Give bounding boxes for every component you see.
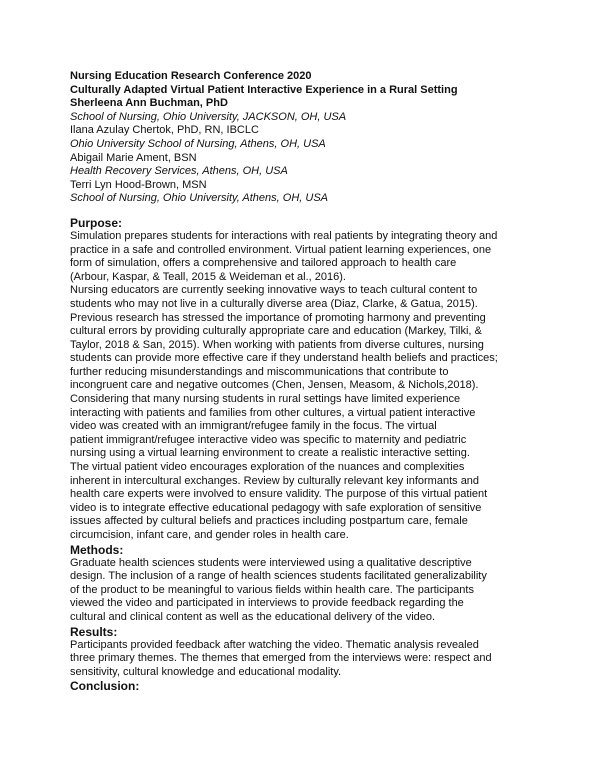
body-line: of the product to be meaningful to various fields within health care. The participants	[70, 583, 474, 596]
document-header	[70, 70, 540, 206]
author-affiliation: School of Nursing, Ohio University, Athens, OH, USA	[70, 192, 328, 205]
body-line: Previous research has stressed the importance of promoting harmony and preventing	[70, 311, 486, 324]
body-line: Taylor, 2018 & San, 2015). When working with patients from diverse cultures, nursing	[70, 338, 484, 351]
body-line: Nursing educators are currently seeking innovative ways to teach cultural content to	[70, 284, 478, 297]
body-line: health care experts were involved to ensure validity. The purpose of this virtual patient	[70, 488, 488, 501]
section-heading: Purpose:	[70, 215, 123, 230]
results-section	[70, 625, 540, 680]
body-line: The virtual patient video encourages exploration of the nuances and complexities	[70, 461, 465, 474]
body-line: inherent in intercultural exchanges. Review by culturally relevant key informants and	[70, 474, 480, 487]
body-line: (Arbour, Kaspar, & Teall, 2015 & Weideman et al., 2016).	[70, 270, 346, 283]
body-line: Simulation prepares students for interactions with real patients by integrating theory and	[70, 229, 498, 242]
body-line: Considering that many nursing students in rural settings have limited experience	[70, 393, 461, 406]
author-name: Sherleena Ann Buchman, PhD	[70, 97, 228, 110]
body-line: further reducing misunderstandings and miscommunications that contribute to	[70, 365, 449, 378]
body-line: interacting with patients and families from other cultures, a virtual patient interactive	[70, 406, 476, 419]
body-line: nursing using a virtual learning environment to create a realistic interactive setting.	[70, 447, 470, 460]
body-line: video was created with an immigrant/refugee family in the focus. The virtual	[70, 420, 437, 433]
body-line: cultural errors by providing culturally appropriate care and education (Markey, Tilki, &	[70, 325, 482, 338]
conclusion-section	[70, 679, 540, 693]
body-line: incongruent care and negative outcomes (Chen, Jensen, Measom, & Nichols,2018).	[70, 379, 479, 392]
author-name: Abigail Marie Ament, BSN	[70, 151, 197, 164]
body-line: students can provide more effective care if they understand health beliefs and practices;	[70, 352, 498, 365]
section-heading: Results:	[70, 624, 118, 639]
body-line: patient immigrant/refugee interactive video was specific to maternity and pediatric	[70, 433, 467, 446]
body-line: students who may not live in a culturally diverse area (Diaz, Clarke, & Gatua, 2015).	[70, 297, 478, 310]
body-line: viewed the video and participated in interviews to provide feedback regarding the	[70, 597, 464, 610]
body-line: Participants provided feedback after watching the video. Thematic analysis revealed	[70, 638, 479, 651]
body-line: Graduate health sciences students were interviewed using a qualitative descriptive	[70, 556, 472, 569]
section-heading: Methods:	[70, 542, 124, 557]
author-affiliation: Health Recovery Services, Athens, OH, USA	[70, 165, 288, 178]
author-name: Terri Lyn Hood-Brown, MSN	[70, 178, 207, 191]
abstract-title: Culturally Adapted Virtual Patient Interactive Experience in a Rural Setting	[70, 83, 458, 96]
body-line: sensitivity, cultural knowledge and educational modality.	[70, 665, 342, 678]
author-affiliation: Ohio University School of Nursing, Athens, OH, USA	[70, 137, 326, 150]
body-line: video is to integrate effective educational pedagogy with safe exploration of sensitive	[70, 501, 482, 514]
body-line: practice in a safe and controlled environment. Virtual patient learning experiences, one	[70, 243, 492, 256]
methods-section	[70, 543, 540, 625]
author-name: Ilana Azulay Chertok, PhD, RN, IBCLC	[70, 124, 259, 137]
body-line: design. The inclusion of a range of health sciences students facilitated generalizability	[70, 570, 487, 583]
body-line: cultural and clinical content as well as the educational delivery of the video.	[70, 610, 436, 623]
section-heading: Conclusion:	[70, 679, 140, 694]
conference-name: Nursing Education Research Conference 2020	[70, 70, 312, 82]
body-line: issues affected by cultural beliefs and practices including postpartum care, female	[70, 515, 468, 528]
purpose-section	[70, 216, 540, 543]
body-line: form of simulation, offers a comprehensive and tailored approach to health care	[70, 257, 457, 270]
body-line: circumcision, infant care, and gender roles in health care.	[70, 529, 349, 541]
author-affiliation: School of Nursing, Ohio University, JACKSON, OH, USA	[70, 110, 347, 123]
body-line: three primary themes. The themes that emerged from the interviews were: respect and	[70, 652, 492, 665]
